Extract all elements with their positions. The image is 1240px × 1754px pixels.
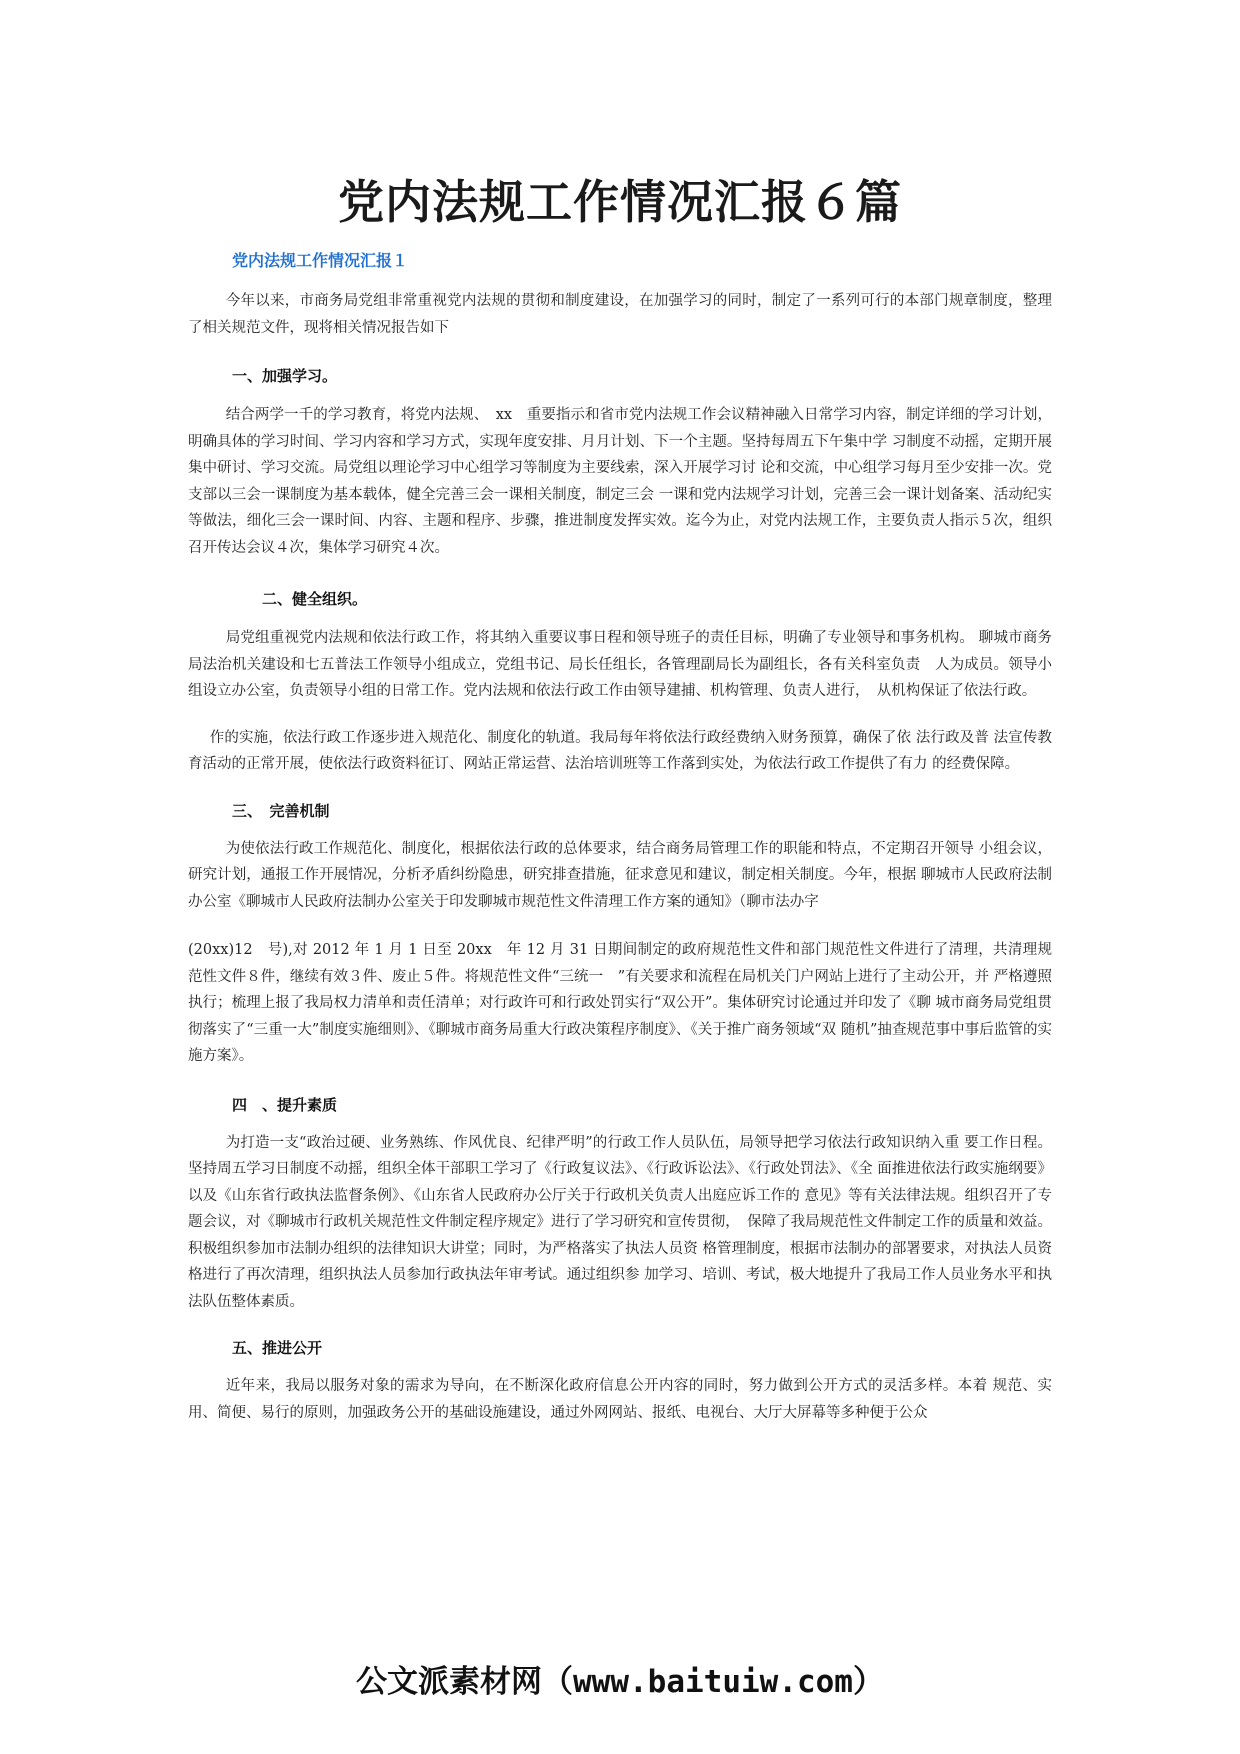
section-heading-2: 二、健全组织。 bbox=[262, 590, 368, 608]
section-heading-5: 五、推进公开 bbox=[232, 1339, 323, 1357]
section-2-paragraph-1: 局党组重视党内法规和依法行政工作，将其纳入重要议事日程和领导班子的责任目标，明确了专业领导和事务机构。 聊城市商务局法治机关建设和七五普法工作领导小组成立，党组书记、局长任组长，各管理副局长为副组长，各有关科室负责 人为成员。领导小组设立办公室，负责领导小组的日常工作。党内法规和依法行政工作由领导建捕、机构管理、负责人进行， 从机构保证了依法行政。 bbox=[188, 630, 1052, 699]
section-3-paragraph-1: 为使依法行政工作规范化、制度化，根据依法行政的总体要求，结合商务局管理工作的职能和特点，不定期召开领导 小组会议，研究计划，通报工作开展情况，分析矛盾纠纷隐患，研究排查措施，征求意见和建议，制定相关制度。今年，根据 聊城市人民政府法制办公室《聊城市人民政府法制办公室关于印发聊城市规范性文件清理工作方案的通知》（聊市法办字 bbox=[188, 840, 1052, 910]
document-title: 党内法规工作情况汇报６篇 bbox=[338, 175, 902, 229]
section-3-paragraph-2: (20xx)12 号),对 2012 年 1 月 1 日至 20xx 年 12 月 31 日期间制定的政府规范性文件和部门规范性文件进行了清理，共清理规 范性文件８件，继续有效３件、废止５件。将规范性文件“三统一 ”有关要求和流程在局机关门户网站上进行了主动公开，并 严格遵照执行；梳理上报了我局权力清单和责任清单；对行政许可和行政处罚实行“双公开”。集体研究讨论通过并印发了《聊 城市商务局党组贯彻落实了“三重一大”制度实施细则》、《聊城市商务局重大行政决策程序制度》、《关于推广商务领域“双 随机”抽查规范事中事后监管的实施方案》。 bbox=[188, 942, 1052, 1064]
section-heading-3: 三、 完善机制 bbox=[232, 801, 330, 820]
section-heading-4: 四 、提升素质 bbox=[232, 1095, 338, 1114]
footer-watermark: 公文派素材网（www.baituiw.com） bbox=[356, 1664, 884, 1700]
intro-paragraph: 今年以来，市商务局党组非常重视党内法规的贯彻和制度建设，在加强学习的同时，制定了一系列可行的本部门规章制度，整理了相关规范文件，现将相关情况报告如下 bbox=[188, 293, 1052, 336]
section-5-paragraph-1: 近年来，我局以服务对象的需求为导向，在不断深化政府信息公开内容的同时，努力做到公开方式的灵活多样。本着 规范、实用、简便、易行的原则，加强政务公开的基础设施建设，通过外网网站、报纸、电视台、大厅大屏幕等多种便于公众 bbox=[188, 1378, 1052, 1421]
section-2-paragraph-2: 作的实施，依法行政工作逐步进入规范化、制度化的轨道。我局每年将依法行政经费纳入财务预算，确保了依 法行政及普 法宣传教育活动的正常开展，使依法行政资料征订、网站正常运营、法治培训班等工作落到实处，为依法行政工作提供了有力 的经费保障。 bbox=[188, 729, 1052, 772]
section-1-paragraph-1: 结合两学一千的学习教育，将党内法规、 xx 重要指示和省市党内法规工作会议精神融入日常学习内容，制定详细的学习计划，明确具体的学习时间、学习内容和学习方式，实现年度安排、月月计划、下一个主题。坚持每周五下午集中学 习制度不动摇，定期开展集中研讨、学习交流。局党组以理论学习中心组学习等制度为主要线索，深入开展学习讨 论和交流，中心组学习每月至少安排一次。党支部以三会一课制度为基本载体，健全完善三会一课相关制度，制定三会 一课和党内法规学习计划，完善三会一课计划备案、活动纪实等做法，细化三会一课时间、内容、主题和程序、步骤，推进制度发挥实效。迄今为止，对党内法规工作，主要负责人指示５次，组织召开传达会议４次，集体学习研究４次。 bbox=[188, 407, 1052, 556]
section-4-paragraph-1: 为打造一支“政治过硬、业务熟练、作风优良、纪律严明”的行政工作人员队伍，局领导把学习依法行政知识纳入重 要工作日程。坚持周五学习日制度不动摇，组织全体干部职工学习了《行政复议法》、《行政诉讼法》、《行政处罚法》、《全 面推进依法行政实施纲要》以及《山东省行政执法监督条例》、《山东省人民政府办公厅关于行政机关负责人出庭应诉工作的 意见》等有关法律法规。组织召开了专题会议，对《聊城市行政机关规范性文件制定程序规定》进行了学习研究和宣传贯彻， 保障了我局规范性文件制定工作的质量和效益。积极组织参加市法制办组织的法律知识大讲堂；同时，为严格落实了执法人员资 格管理制度，根据市法制办的部署要求，对执法人员资格进行了再次清理，组织执法人员参加行政执法年审考试。通过组织参 加学习、培训、考试，极大地提升了我局工作人员业务水平和执法队伍整体素质。 bbox=[188, 1134, 1052, 1310]
section-heading-1: 一、加强学习。 bbox=[232, 367, 338, 385]
document-body bbox=[188, 288, 1052, 1426]
document-subtitle: 党内法规工作情况汇报１ bbox=[232, 251, 409, 270]
